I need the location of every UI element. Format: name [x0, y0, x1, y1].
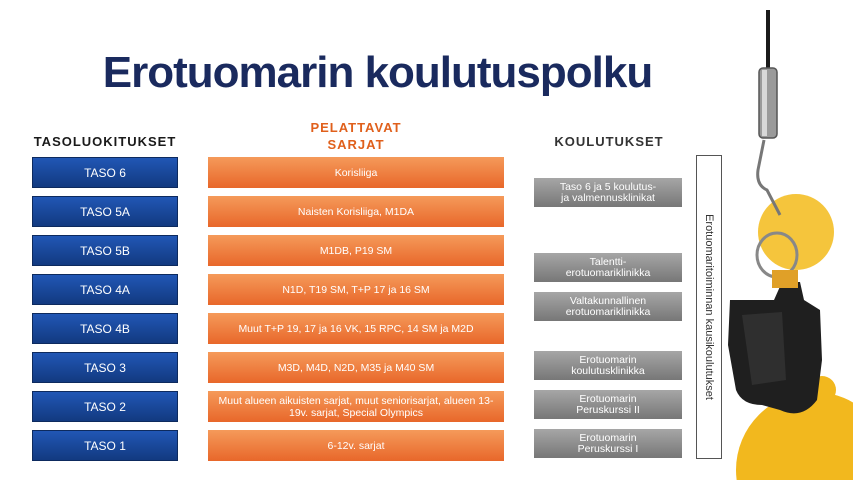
- course-line1: Talentti-: [589, 255, 627, 268]
- course-line2: erotuomariklinikka: [565, 266, 651, 279]
- page-title: Erotuomarin koulutuspolku: [102, 48, 653, 97]
- course-line1: Erotuomarin: [579, 392, 637, 405]
- level-box: TASO 4B: [32, 313, 178, 344]
- seasonal-training-box: [696, 155, 722, 459]
- level-box: TASO 5B: [32, 235, 178, 266]
- series-header: [208, 119, 504, 153]
- whistle-mouthpiece: [772, 270, 798, 288]
- level-box: TASO 3: [32, 352, 178, 383]
- level-box: TASO 6: [32, 157, 178, 188]
- level-box: TASO 2: [32, 391, 178, 422]
- series-box: M3D, M4D, N2D, M35 ja M40 SM: [208, 352, 504, 383]
- course-line1: Taso 6 ja 5 koulutus-: [559, 180, 657, 193]
- series-header-line2: SARJAT: [327, 137, 385, 152]
- course-line2: koulutusklinikka: [571, 364, 645, 377]
- series-box: Muut T+P 19, 17 ja 16 VK, 15 RPC, 14 SM ja M2D: [208, 313, 504, 344]
- course-line2: Peruskurssi I: [577, 442, 639, 455]
- series-box: M1DB, P19 SM: [208, 235, 504, 266]
- whistle-illustration: [722, 0, 853, 480]
- metal-clasp: [759, 68, 777, 138]
- course-box: [534, 429, 682, 458]
- course-line2: erotuomariklinikka: [565, 305, 651, 318]
- course-box: [534, 253, 682, 282]
- course-box: [534, 390, 682, 419]
- seasonal-training-label: Erotuomaritoiminnan kausikoulutukset: [703, 214, 715, 400]
- series-box: Korisliiga: [208, 157, 504, 188]
- course-box: [534, 178, 682, 207]
- course-line1: Erotuomarin: [579, 353, 637, 366]
- course-line1: Valtakunnallinen: [569, 294, 647, 307]
- series-header-line1: PELATTAVAT: [310, 120, 402, 135]
- level-box: TASO 5A: [32, 196, 178, 227]
- series-box: N1D, T19 SM, T+P 17 ja 16 SM: [208, 274, 504, 305]
- courses-header: KOULUTUKSET: [554, 134, 664, 149]
- course-box: [534, 292, 682, 321]
- course-line2: ja valmennusklinikat: [561, 191, 655, 204]
- series-box: Muut alueen aikuisten sarjat, muut seniorisarjat, alueen 13-19v. sarjat, Special Olympics: [208, 391, 504, 422]
- level-box: TASO 4A: [32, 274, 178, 305]
- course-box: [534, 351, 682, 380]
- levels-header: TASOLUOKITUKSET: [33, 134, 177, 149]
- course-line2: Peruskurssi II: [576, 403, 640, 416]
- course-line1: Erotuomarin: [579, 431, 637, 444]
- series-box: 6-12v. sarjat: [208, 430, 504, 461]
- series-box: Naisten Korisliiga, M1DA: [208, 196, 504, 227]
- level-box: TASO 1: [32, 430, 178, 461]
